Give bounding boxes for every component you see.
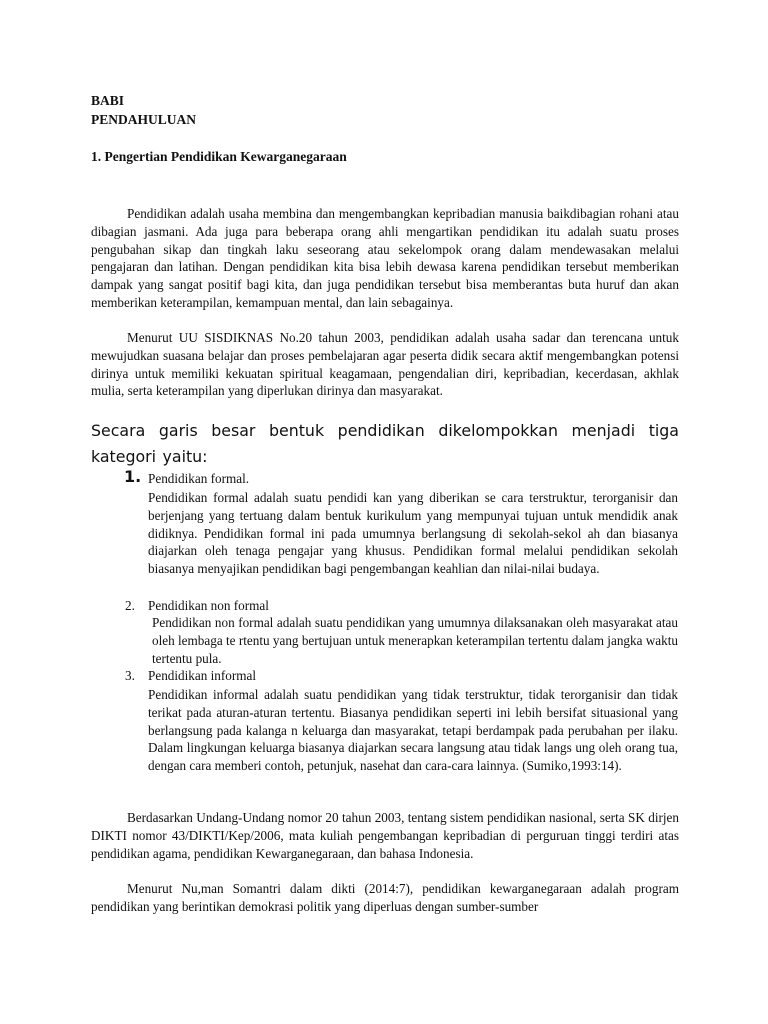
grouping-heading: Secara garis besar bentuk pendidikan dikelompokkan menjadi tiga kategori yaitu: bbox=[91, 421, 679, 466]
list-item-body-1: Pendidikan formal adalah suatu pendidi kan yang diberikan se cara terstruktur, terorganisir dan berjenjang yang tertuang dalam bentuk kurikulum yang mempunyai tujuan untuk mendidik anak didiknya. Pendidikan formal ini pada umumnya berlangsung di sekolah-sekol ah dan biasanya diajarkan oleh tenaga pengajar yang khusus. Pendidikan formal melalui pendidikan sekolah biasanya menyajikan pendidikan bagi pengembangan keahlian dan nilai-nilai budaya. bbox=[148, 490, 678, 577]
list-item-title-1: Pendidikan formal. bbox=[148, 471, 250, 486]
intro-paragraph-1: Pendidikan adalah usaha membina dan mengembangkan kepribadian manusia baikdibagian rohani atau dibagian jasmani. Ada juga para beberapa orang ahli mengartikan pendidikan itu adalah suatu proses pengubahan sikap dan tingkah laku seseorang atau sekelompok orang dalam mendewasakan melalui pengajaran dan latihan. Dengan pendidikan kita bisa lebih dewasa karena pendidikan tersebut memberikan dampak yang sangat positif bagi kita, dan juga pendidikan tersebut bisa memberantas buta huruf dan akan memberikan keterampilan, kemampuan mental, dan lain sebagainya. bbox=[91, 206, 679, 310]
list-item-title-2: Pendidikan non formal bbox=[148, 598, 269, 613]
list-item-body-3: Pendidikan informal adalah suatu pendidikan yang tidak terstruktur, tidak terorganisir dan tidak terikat pada aturan-aturan tertentu. Biasanya pendidikan seperti ini lebih bersifat situasional yang berlangsung pada kalanga n keluarga dan masyarakat, tetapi berdampak pada perubahan per ilaku. Dalam lingkungan keluarga biasanya diajarkan secara langsung atau tidak langs ung oleh orang tua, dengan cara memberi contoh, petunjuk, nasehat dan cara-cara lainnya. (Sumiko,1993:14). bbox=[148, 687, 678, 774]
list-number-3: 3. bbox=[125, 668, 135, 683]
chapter-title: PENDAHULUAN bbox=[91, 112, 197, 127]
section-title: 1. Pengertian Pendidikan Kewarganegaraan bbox=[91, 149, 347, 164]
chapter-label: BABI bbox=[91, 93, 125, 108]
list-number-2: 2. bbox=[125, 598, 135, 613]
closing-paragraph-1: Berdasarkan Undang-Undang nomor 20 tahun 2003, tentang sistem pendidikan nasional, serta SK dirjen DIKTI nomor 43/DIKTI/Kep/2006, mata kuliah pengembangan kepribadian di perguruan tinggi terdiri atas pendidikan agama, pendidikan Kewarganegaraan, dan bahasa Indonesia. bbox=[91, 810, 679, 861]
list-item-title-3: Pendidikan informal bbox=[148, 668, 257, 683]
list-number-1: 1. bbox=[124, 467, 142, 486]
closing-paragraph-2: Menurut Nu,man Somantri dalam dikti (2014:7), pendidikan kewarganegaraan adalah program pendidikan yang berintikan demokrasi politik yang diperluas dengan sumber-sumber bbox=[91, 881, 679, 914]
intro-paragraph-2: Menurut UU SISDIKNAS No.20 tahun 2003, pendidikan adalah usaha sadar dan terencana untuk mewujudkan suasana belajar dan proses pembelajaran agar peserta didik secara aktif mengembangkan potensi dirinya untuk memiliki kekuatan spiritual keagamaan, pengendalian diri, kepribadian, kecerdasan, akhlak mulia, serta keterampilan yang diperlukan dirinya dan masyarakat. bbox=[91, 330, 679, 399]
list-item-body-2: Pendidikan non formal adalah suatu pendidikan yang umumnya dilaksanakan oleh masyarakat atau oleh lembaga te rtentu yang bertujuan untuk menerapkan keterampilan tertentu dalam jangka waktu tertentu pula. bbox=[152, 615, 678, 666]
